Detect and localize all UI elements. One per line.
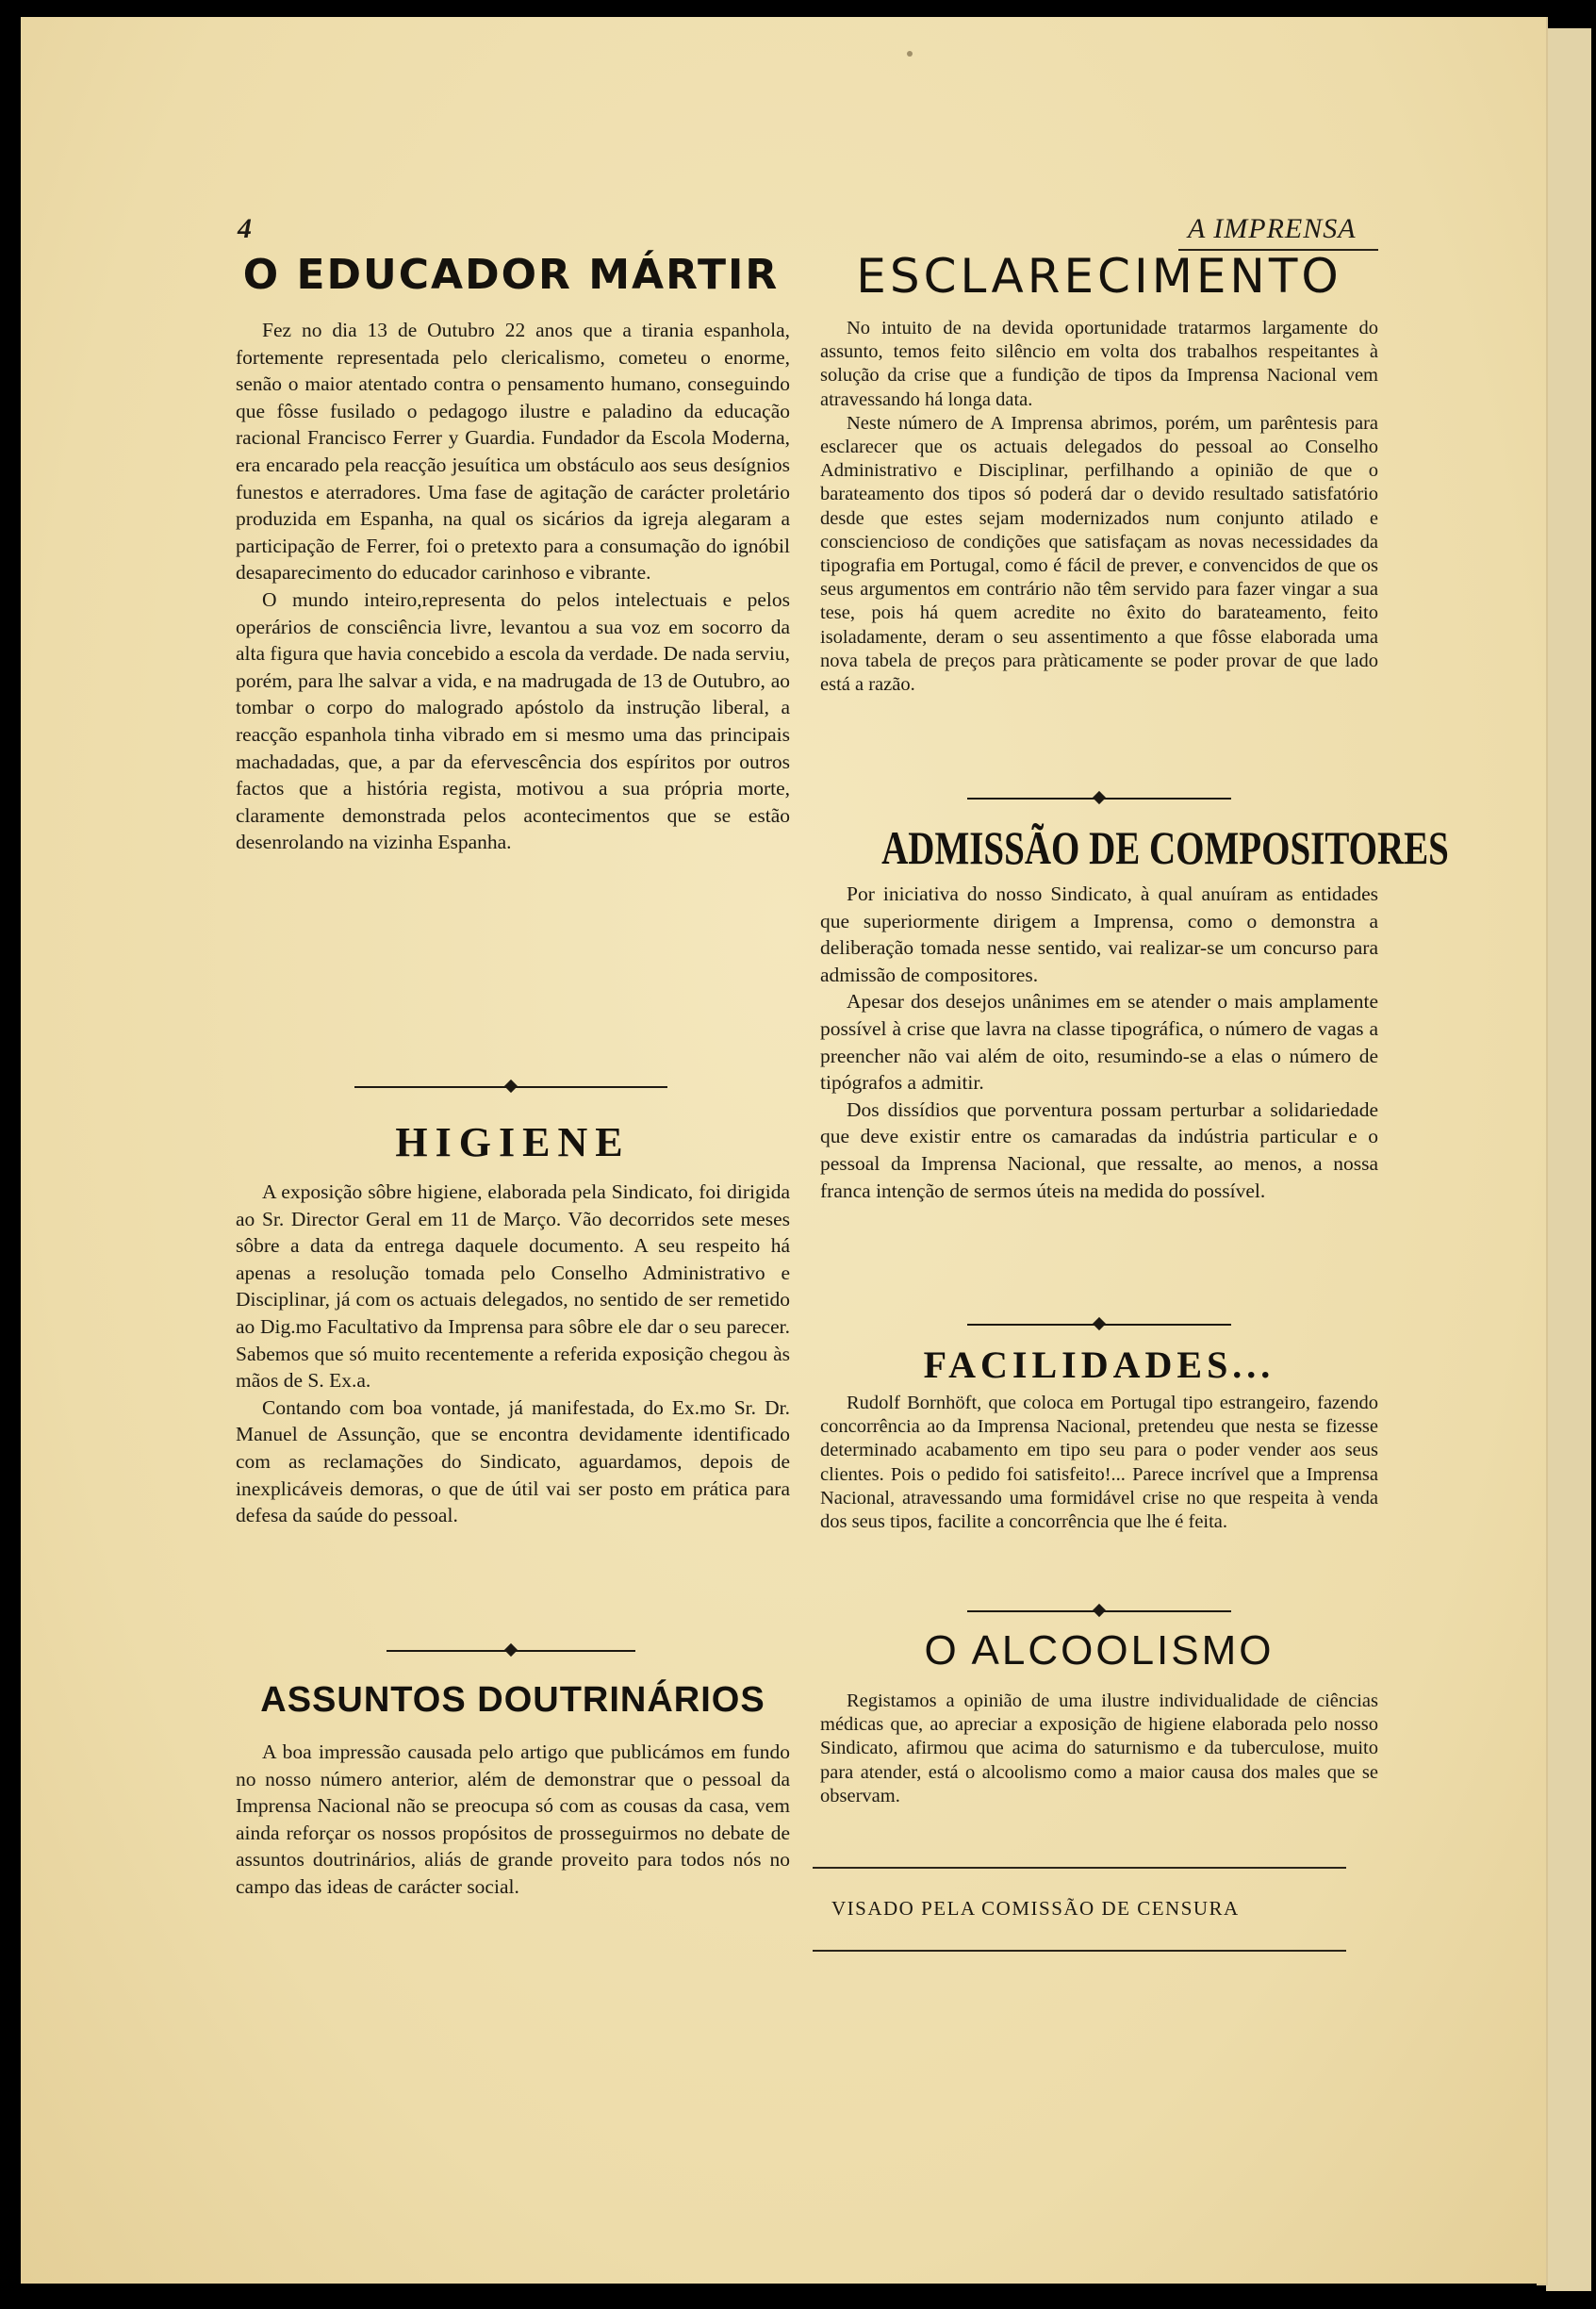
page-number: 4 [238,213,252,244]
paragraph: A exposição sôbre higiene, elaborada pela Sindicato, foi dirigida ao Sr. Director Geral em 11 de Março. Vão decorridos sete meses sôbre a data da entrega daquele documento. A seu respeito há apenas a resolução tomada pelo Conselho Administrativo e Disciplinar, já com os actuais delegados, no sentido de ser remetido ao Dig.mo Facultativo da Imprensa para sôbre ele dar o seu parecer. Sabemos que só muito recentemente a referida exposição chegou às mãos de S. Ex.a. [236,1180,790,1393]
paragraph: Registamos a opinião de uma ilustre individualidade de ciências médicas que, ao apreciar a exposição de higiene elaborada pelo nosso Sindicato, afirmou que acima do saturnismo e da tuberculose, muito para atender, está o alcoolismo como a maior causa dos males que se observam. [820,1691,1378,1806]
headline-facilidades: FACILIDADES... [923,1344,1275,1386]
headline-alcoolismo: O ALCOOLISMO [924,1627,1275,1674]
headline-educador-martir: O EDUCADOR MÁRTIR [242,251,780,299]
paragraph: Neste número de A Imprensa abrimos, porém, um parêntesis para esclarecer que os actuais delegados do pessoal ao Conselho Administrativo e Disciplinar, perfilhando a opinião de que o barateamento dos tipos só poderá dar o devido resultado satisfatório desde que estes sejam modernizados num conjunto atilado e consciencioso de condições que satisfaçam as novas necessidades da tipografia em Portugal, como é fácil de prever, e convencidos de que os seus argumentos em contrário não têm servido para fazer vingar a sua tese, pois há quem acredite no êxito do barateamento, feito isoladamente, deram o seu assentimento a que fôsse elaborada uma nova tabela de preços para pràticamente se poder provar de que lado está a razão. [820,412,1378,696]
paragraph: A boa impressão causada pelo artigo que publicámos em fundo no nosso número anterior, além de demonstrar que o pessoal da Imprensa Nacional não se preocupa só com as cousas da casa, vem ainda reforçar os nossos propósitos de prosseguirmos no debate de assuntos doutrinários, aliás de grande proveito para todos nós no campo das ideas de carácter social. [236,1740,790,1898]
article-admissao-compositores [820,881,1378,1204]
headline-admissao-compositores: ADMISSÃO DE COMPOSITORES [881,821,1449,874]
page-edge [1546,28,1591,2291]
paragraph: Dos dissídios que porventura possam perturbar a solidariedade que deve existir entre os camaradas da indústria particular e o pessoal da Imprensa Nacional, que ressalte, ao menos, a nossa franca intenção de sermos úteis na medida do possível. [820,1097,1378,1202]
article-alcoolismo [820,1690,1378,1808]
section-separator [967,1610,1231,1612]
paragraph: No intuito de na devida oportunidade tratarmos largamente do assunto, temos feito silêncio em volta dos trabalhos respeitantes à solução da crise que a fundição de tipos da Imprensa Nacional vem atravessando há longa data. [820,318,1378,410]
paragraph: Contando com boa vontade, já manifestada, do Ex.mo Sr. Dr. Manuel de Assunção, que se encontra devidamente identificado com as reclamações do Sindicato, aguardamos, depois de inexplicáveis demoras, o que de útil vai ser posto em prática para defesa da saúde do pessoal. [236,1395,790,1527]
paragraph: Apesar dos desejos unânimes em se atender o mais amplamente possível à crise que lavra na classe tipográfica, o número de vagas a preencher não vai além de oito, resumindo-se a elas o número de tipógrafos a admitir. [820,990,1378,1095]
article-educador-martir [236,317,790,856]
rule-bottom [813,1950,1346,1952]
section-separator [354,1086,667,1088]
newspaper-page [21,17,1546,2284]
paragraph: Por iniciativa do nosso Sindicato, à qual anuíram as entidades que superiormente dirigem a Imprensa, como o demonstra a deliberação tomada nesse sentido, vai realizar-se um concurso para admissão de compositores. [820,882,1378,986]
section-separator [967,798,1231,800]
paragraph: Rudolf Bornhöft, que coloca em Portugal tipo estrangeiro, fazendo concorrência ao da Imprensa Nacional, pretendeu que nesta se fizesse determinado acabamento em tipo seu para o poder vender aos seus clientes. Pois o pedido foi satisfeito!... Parece incrível que a Imprensa Nacional, atravessando uma formidável crise no que respeita à venda dos seus tipos, facilite a concorrência que lhe é feita. [820,1393,1378,1533]
rule-top [813,1867,1346,1869]
running-head: A IMPRENSA [1188,213,1357,244]
headline-higiene: HIGIENE [395,1119,631,1165]
headline-esclarecimento: ESCLARECIMENTO [856,249,1342,304]
section-separator [967,1324,1231,1326]
article-esclarecimento [820,317,1378,697]
censorship-notice: VISADO PELA COMISSÃO DE CENSURA [831,1897,1240,1920]
section-separator [387,1650,635,1652]
paragraph: O mundo inteiro,representa do pelos intelectuais e pelos operários de consciência livre, levantou a sua voz em socorro da alta figura que havia concebido a escola da verdade. De nada serviu, porém, para lhe salvar a vida, e na madrugada de 13 de Outubro, ao tombar o corpo do malogrado apóstolo da instrução liberal, a reacção espanhola tinha vibrado em si mesmo uma das principais machadadas, que, a par da efervescência dos espíritos por outros factos que a história regista, motivou a sua própria morte, claramente demonstrada pelos acontecimentos que se estão desenrolando na vizinha Espanha. [236,587,790,854]
article-higiene [236,1179,790,1529]
article-facilidades [820,1392,1378,1534]
paragraph: Fez no dia 13 de Outubro 22 anos que a tirania espanhola, fortemente representada pelo clericalismo, cometeu o enorme, senão o maior atentado contra o pensamento humano, conseguindo que fôsse fusilado o pedagogo ilustre e paladino da educação racional Francisco Ferrer y Guardia. Fundador da Escola Moderna, era encarado pela reacção jesuítica um obstáculo aos seus desígnios funestos e aterradores. Uma fase de agitação de carácter proletário produzida em Espanha, na qual os sicários da igreja alegaram a participação de Ferrer, foi o pretexto para a consumação do ignóbil desaparecimento do educador carinhoso e vibrante. [236,319,790,585]
article-assuntos-doutrinarios [236,1739,790,1901]
headline-assuntos-doutrinarios: ASSUNTOS DOUTRINÁRIOS [260,1680,765,1720]
paper-blemish [907,51,913,57]
